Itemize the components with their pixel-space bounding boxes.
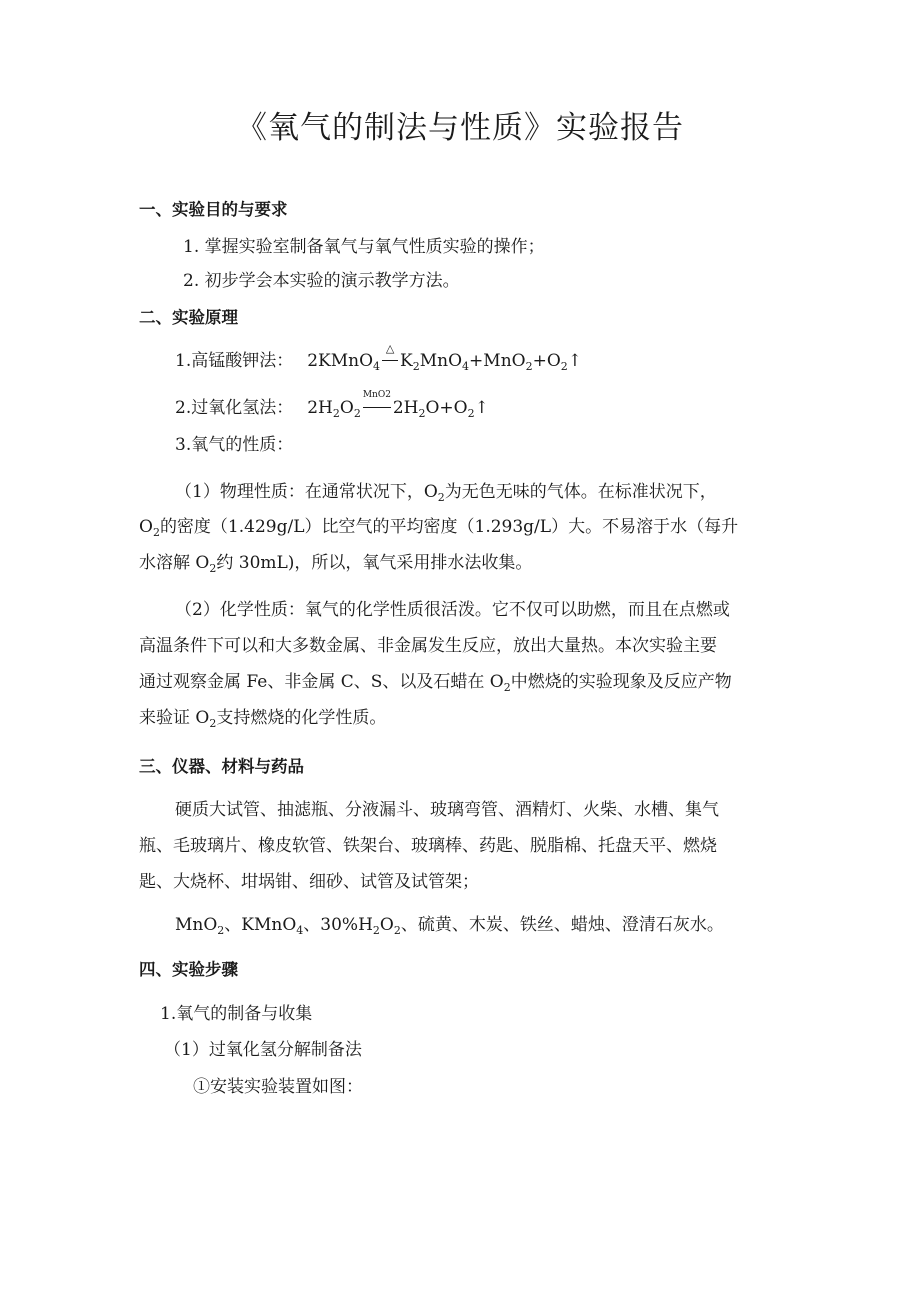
subscript: 4 xyxy=(462,360,470,373)
subscript: 2 xyxy=(152,526,160,539)
text: 、KMnO xyxy=(224,915,297,935)
materials-line-2: 瓶、毛玻璃片、橡皮软管、铁架台、玻璃棒、药匙、脱脂棉、托盘天平、燃烧 xyxy=(139,836,717,856)
materials-line-3: 匙、大烧杯、坩埚钳、细砂、试管及试管架； xyxy=(139,872,479,892)
purpose-item-1: 1. 掌握实验室制备氧气与氧气性质实验的操作； xyxy=(183,237,545,257)
subscript: 2 xyxy=(372,924,380,937)
text: 为无色无味的气体。在标准状况下， xyxy=(444,482,717,502)
subscript: 2 xyxy=(560,360,568,373)
text: （1）物理性质：在通常状况下，O xyxy=(175,482,438,502)
subscript: 4 xyxy=(373,360,381,373)
procedure-step-1-1-a: ①安装实验装置如图： xyxy=(193,1077,363,1097)
catalyst-label: MnO2 xyxy=(362,390,391,400)
formula-text: K xyxy=(400,351,413,371)
formula-text: 2H xyxy=(307,398,333,418)
gas-arrow-icon: ↑ xyxy=(474,398,489,418)
materials-line-1: 硬质大试管、抽滤瓶、分液漏斗、玻璃弯管、酒精灯、火柴、水槽、集气 xyxy=(175,800,719,820)
text: 、硫黄、木炭、铁丝、蜡烛、澄清石灰水。 xyxy=(400,915,724,935)
formula-text: O+O xyxy=(425,398,468,418)
subscript: 2 xyxy=(217,924,225,937)
subscript: 2 xyxy=(393,924,401,937)
section-heading-materials: 三、仪器、材料与药品 xyxy=(139,757,304,776)
chemical-properties-line-4 xyxy=(139,710,386,729)
text: 的密度（1.429g/L）比空气的平均密度（1.293g/L）大。不易溶于水（每升 xyxy=(159,517,739,537)
page-title: 《氧气的制法与性质》实验报告 xyxy=(236,110,684,146)
subscript: 2 xyxy=(332,407,340,420)
text: 水溶解 O xyxy=(139,553,210,573)
text: MnO xyxy=(175,915,218,935)
procedure-step-1-1: （1）过氧化氢分解制备法 xyxy=(164,1040,362,1060)
chemical-properties-line-3 xyxy=(139,674,732,693)
oxygen-properties-label: 3.氧气的性质： xyxy=(175,435,294,455)
subscript: 2 xyxy=(467,407,475,420)
section-heading-procedure: 四、实验步骤 xyxy=(139,960,238,979)
formula-text: O xyxy=(339,398,354,418)
formula-text: MnO xyxy=(419,351,463,371)
formula-text: 2H xyxy=(392,398,419,418)
h2o2-equation xyxy=(175,390,489,420)
subscript: 2 xyxy=(503,681,511,694)
subscript: 4 xyxy=(296,924,304,937)
section-heading-purpose: 一、实验目的与要求 xyxy=(139,200,288,219)
gas-arrow-icon: ↑ xyxy=(567,351,583,371)
text: O xyxy=(139,517,153,537)
chemical-properties-line-2: 高温条件下可以和大多数金属、非金属发生反应，放出大量热。本次实验主要 xyxy=(139,636,717,656)
kmno4-equation xyxy=(175,342,583,373)
text: 通过观察金属 Fe、非金属 C、S、以及石蜡在 O xyxy=(139,672,504,692)
formula-text: 2KMnO xyxy=(307,351,374,371)
subscript: 2 xyxy=(412,360,420,373)
section-heading-principle: 二、实验原理 xyxy=(139,308,238,327)
text: 、30%H xyxy=(303,915,373,935)
text: 约 30mL)，所以，氧气采用排水法收集。 xyxy=(216,553,533,573)
chemicals-line xyxy=(175,917,724,936)
subscript: 2 xyxy=(209,562,217,575)
procedure-step-1: 1.氧气的制备与收集 xyxy=(160,1004,313,1024)
text: 来验证 O xyxy=(139,708,210,728)
subscript: 2 xyxy=(353,407,361,420)
subscript: 2 xyxy=(418,407,426,420)
kmno4-label: 1.高锰酸钾法： xyxy=(175,351,294,371)
formula-text: +MnO xyxy=(469,351,526,371)
reaction-condition-heat xyxy=(382,342,398,370)
chemical-properties-line-1: （2）化学性质：氧气的化学性质很活泼。它不仅可以助燃，而且在点燃或 xyxy=(175,600,730,620)
h2o2-label: 2.过氧化氢法： xyxy=(175,398,294,418)
physical-properties-line-3 xyxy=(139,555,532,574)
physical-properties-line-1 xyxy=(175,484,717,503)
heat-icon: △ xyxy=(385,342,395,355)
text: 支持燃烧的化学性质。 xyxy=(216,708,387,728)
subscript: 2 xyxy=(525,360,533,373)
text: O xyxy=(379,915,394,935)
formula-text: +O xyxy=(532,351,561,371)
physical-properties-line-2 xyxy=(139,519,738,538)
subscript: 2 xyxy=(437,491,445,504)
purpose-item-2: 2. 初步学会本实验的演示教学方法。 xyxy=(183,271,460,291)
subscript: 2 xyxy=(209,717,217,730)
reaction-condition-catalyst xyxy=(362,390,391,417)
text: 中燃烧的实验现象及反应产物 xyxy=(510,672,732,692)
